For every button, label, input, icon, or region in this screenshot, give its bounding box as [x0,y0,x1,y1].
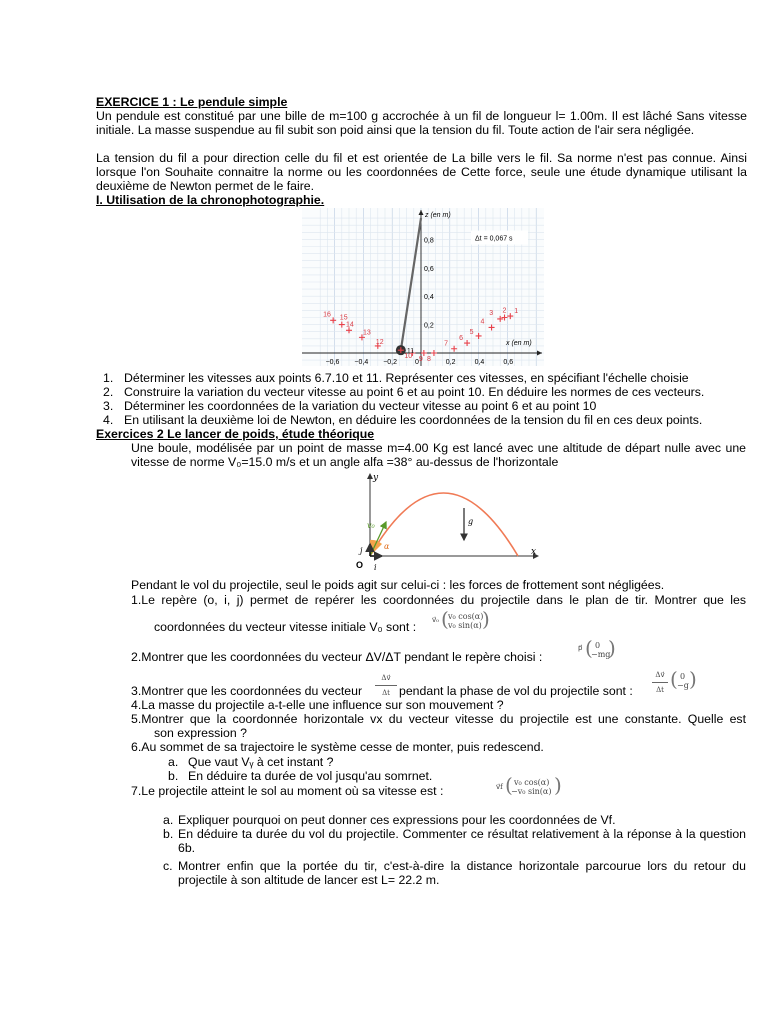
vf-y: −v₀ sin(α) [511,787,552,796]
data-point-label: 5 [469,328,474,336]
question-4: 4.La masse du projectile a-t-elle une influence sur son mouvement ? [131,698,504,712]
data-point-label: 6 [459,335,463,343]
data-point-label: 14 [346,321,354,329]
question-7c-label: c. [163,859,173,873]
question-6a-label: a. [168,755,179,769]
dv-dt-formula [652,667,697,694]
data-point-label: 11 [406,348,415,356]
x-tick-label: −0,4 [354,359,369,366]
question-text: Déterminer les coordonnées de la variation du vecteur vitesse au point 6 et au point 10 [124,399,597,413]
question-7b: En déduire ta durée du vol du projectile. Commenter ce résultat relativement à la réponse à la question 6b. [178,827,746,855]
question-7: 7.Le projectile atteint le sol au moment où sa vitesse est : [131,784,444,798]
question-number: 3. [103,399,114,413]
question-number: 2. [103,385,114,399]
v0-label: v₀ [367,521,375,530]
exercise2-title: Exercices 2 Le lancer de poids, étude théorique [96,427,375,441]
question-1-line-2: coordonnées du vecteur vitesse initiale V₀ sont : [154,620,417,634]
z-tick-label: 0,8 [424,237,434,245]
question-7b-label: b. [163,827,174,841]
trajectory-curve [370,493,518,556]
question-7a-label: a. [163,813,174,827]
dv-symbol: Δv⃗ [375,671,397,686]
exercise1-paragraph-1: Un pendule est constitué par une bille de m=100 g accrochée à un fil de longueur l= 1.00m. Il est lâché Sans vitesse initiale. La masse suspendue au fil subit son poid ainsi que la tension du fil. Toute action de l'air sera négligée. [96,109,747,137]
question-text: Déterminer les vitesses aux points 6.7.10 et 11. Représenter ces vitesses, en spécifiant l'échelle choisie [124,371,689,385]
data-point-label: 3 [489,309,494,317]
p-y: −mg [591,650,611,659]
x-tick-label: 0 [415,359,419,366]
data-point-label: 16 [323,311,331,319]
x-tick-label: −0,6 [325,359,340,366]
p-symbol: p⃗ [578,644,583,652]
i-label: i [374,563,377,572]
question-6a: Que vaut Vᵧ à cet instant ? [188,755,334,769]
dv-symbol: Δv⃗ [652,668,668,683]
question-number: 1. [103,371,114,385]
data-point-label: 4 [480,318,485,326]
x-tick-label: −0,2 [383,359,398,366]
data-point-label: 10 [404,353,413,360]
v0y-value: v₀ sin(α) [448,621,482,630]
x-tick-label: 0,4 [474,359,485,366]
dt-symbol: Δt [656,686,664,694]
paren-left: ( [441,607,449,631]
question-6b-label: b. [168,769,179,783]
vf-x: v₀ cos(α) [514,778,550,787]
data-point-label: 13 [362,329,371,337]
vf-symbol: v⃗f [496,783,503,791]
exercise1-paragraph-2: La tension du fil a pour direction celle du fil et est orientée de La bille vers le fil. Sa norme n'est pas connue. Ainsi lorsque l'on Souhaite connaitre la norme ou les coordonnées de Cette force, seule une étude dynamique utilisant la deuxième de Newton permet de le faire. [96,151,747,193]
dv-dt-inline [375,671,397,695]
g-y: −g [677,681,689,690]
x-axis-label: x [531,547,537,557]
data-point-label: 8 [426,356,431,363]
question-7a: Expliquer pourquoi on peut donner ces expressions pour les coordonnées de Vf. [178,813,616,827]
g-x: 0 [680,672,686,681]
y-axis-label: y [373,473,379,483]
question-3-part-1: 3.Montrer que les coordonnées du vecteur [131,684,363,698]
question-1-line-1: 1.Le repère (o, i, j) permet de repérer les coordonnées du projectile dans le plan de tir. Montrer que les [131,593,746,607]
alpha-label: α [384,542,390,551]
data-point-label: 2 [502,307,507,315]
v0-coordinates-formula [432,607,490,631]
question-5-line-1: 5.Montrer que la coordonnée horizontale vx du vecteur vitesse du projectile est une constante. Quelle est [131,712,746,726]
section-chronophotographie: I. Utilisation de la chronophotographie. [96,193,325,207]
paren-left: ( [670,667,678,691]
data-point-label: 9 [418,356,423,363]
origin-label: O [356,560,364,570]
data-point-label: 7 [444,340,449,348]
paren-right: ) [608,636,616,660]
exercise2-intro: Une boule, modélisée par un point de masse m=4.00 Kg est lancé avec une altitude de départ nulle avec une vitesse de norme V₀=15.0 m/s et un angle alfa =38° au-dessus de l'horizontale [131,441,746,469]
projectile-trajectory-figure [348,470,543,580]
data-point-label: 15 [339,314,348,322]
v0x-value: v₀ cos(α) [448,612,484,621]
x-tick-label: 0,2 [445,359,456,366]
question-5-line-2: son expression ? [154,726,247,740]
paren-right: ) [554,773,562,797]
g-label: g [468,517,474,526]
chronophotography-chart [302,208,544,366]
paren-left: ( [585,636,593,660]
flight-statement: Pendant le vol du projectile, seul le poids agit sur celui-ci : les forces de frottement sont négligées. [131,578,665,592]
question-2: 2.Montrer que les coordonnées du vecteur ΔV/ΔT pendant le repère choisi : [131,650,543,664]
question-6b: En déduire ta durée de vol jusqu'au somrnet. [188,769,433,783]
x-axis-label: x (en m) [506,340,532,347]
exercise1-title: EXERCICE 1 : Le pendule simple [96,95,288,109]
question-text: Construire la variation du vecteur vitesse au point 6 et au point 10. En déduire les normes de ces vecteurs. [124,385,705,399]
paren-right: ) [482,607,490,631]
weight-coordinates-formula [578,638,614,660]
question-7c: Montrer enfin que la portée du tir, c'est-à-dire la distance horizontale parcourue lors du retour du projectile à son altitude de lancer est L= 22.2 m. [178,859,746,887]
dt-symbol: Δt [382,689,390,697]
question-number: 4. [103,413,114,427]
z-tick-label: 0,6 [424,265,434,273]
data-point-label: 12 [375,338,384,346]
question-text: En utilisant la deuxième loi de Newton, en déduire les coordonnées de la tension du fil en ces deux points. [124,413,703,427]
p-x: 0 [595,641,601,650]
z-axis-label: z (en m) [425,212,451,219]
question-6: 6.Au sommet de sa trajectoire le système cesse de monter, puis redescend. [131,740,544,754]
j-label: j [360,546,363,555]
paren-right: ) [689,667,697,691]
x-tick-label: 0,6 [503,359,514,366]
data-point-label: 1 [514,308,519,316]
z-tick-label: 0,2 [424,322,434,330]
question-3-part-2: pendant la phase de vol du projectile sont : [399,684,633,698]
paren-left: ( [505,773,513,797]
vf-coordinates-formula [496,775,560,799]
z-tick-label: 0,4 [424,294,434,302]
dt-label: Δt = 0,067 s [475,235,513,243]
v0-symbol: v⃗₀ [432,616,439,624]
